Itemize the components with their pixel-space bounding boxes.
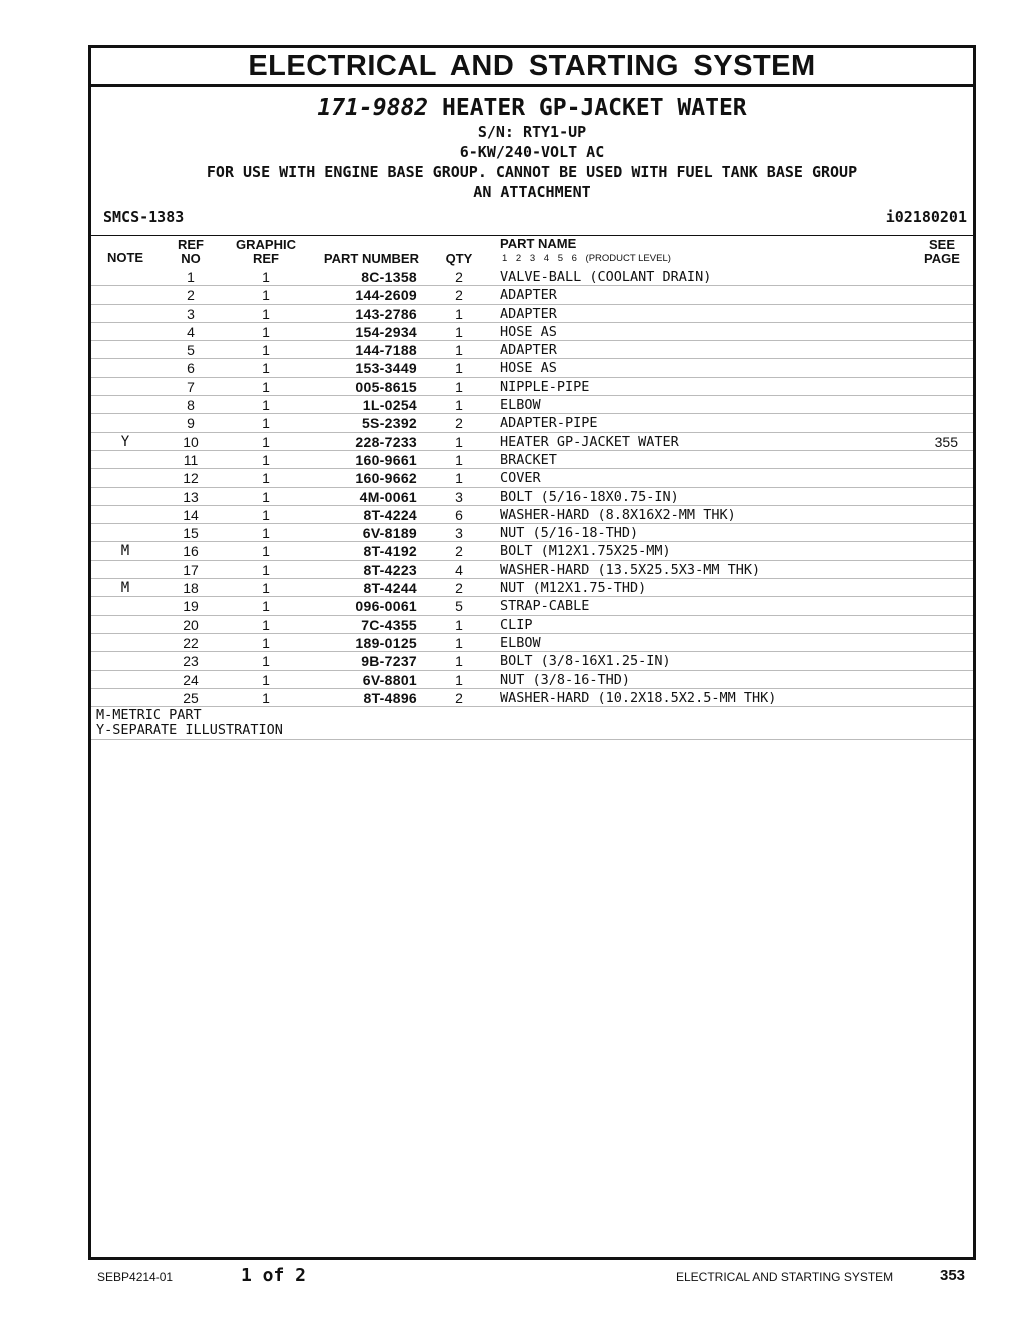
part-number-cell: 4M-0061 <box>359 488 417 505</box>
part-number-cell: 096-0061 <box>355 598 417 615</box>
part-name-cell: ADAPTER <box>500 305 557 322</box>
col-part-name-label: PART NAME <box>500 236 577 251</box>
note-cell: M <box>120 580 130 597</box>
table-row <box>91 506 973 524</box>
col-ref-label-bottom: NO <box>181 251 201 266</box>
part-number-cell: 5S-2392 <box>361 415 417 432</box>
part-name-cell: CLIP <box>500 616 533 633</box>
table-row <box>91 542 973 560</box>
group-name: HEATER GP-JACKET WATER <box>442 95 747 121</box>
part-name-cell: WASHER-HARD (13.5X25.5X3-MM THK) <box>500 561 761 578</box>
note-metric: M-METRIC PART <box>96 707 202 723</box>
graphic-ref-cell: 1 <box>262 415 270 432</box>
table-row <box>91 359 973 377</box>
part-number-cell: 144-7188 <box>355 342 417 359</box>
ref-no-cell: 19 <box>183 598 199 615</box>
table-row <box>91 414 973 432</box>
col-note-label: NOTE <box>106 250 144 265</box>
page-of: 1 of 2 <box>241 1265 307 1286</box>
table-row <box>91 561 973 579</box>
ref-no-cell: 11 <box>183 451 199 468</box>
qty-cell: 1 <box>455 616 463 633</box>
graphic-ref-cell: 1 <box>262 378 270 395</box>
parts-table <box>91 268 973 707</box>
product-level-numbers: 1 2 3 4 5 6 <box>502 253 577 264</box>
part-number-cell: 005-8615 <box>355 378 417 395</box>
table-row <box>91 451 973 469</box>
col-graphic-header <box>231 238 301 266</box>
col-part-number-header <box>319 252 419 266</box>
part-name-cell: NUT (5/16-18-THD) <box>500 525 639 542</box>
part-number-cell: 8C-1358 <box>361 269 417 285</box>
qty-cell: 1 <box>455 634 463 651</box>
qty-cell: 3 <box>455 488 463 505</box>
col-see-page-header <box>917 238 967 266</box>
qty-cell: 2 <box>455 580 463 597</box>
product-level-label: (PRODUCT LEVEL) <box>585 253 671 264</box>
graphic-ref-cell: 1 <box>262 634 270 651</box>
qty-cell: 4 <box>455 561 463 578</box>
ref-no-cell: 15 <box>183 525 199 542</box>
graphic-ref-cell: 1 <box>262 470 270 487</box>
graphic-ref-cell: 1 <box>262 433 270 450</box>
part-name-cell: ELBOW <box>500 634 541 651</box>
graphic-ref-cell: 1 <box>262 689 270 706</box>
part-number-cell: 8T-4244 <box>363 580 417 597</box>
qty-cell: 1 <box>455 653 463 670</box>
part-name-cell: BOLT (M12X1.75X25-MM) <box>500 543 671 560</box>
part-number-cell: 6V-8189 <box>362 525 417 542</box>
table-row <box>91 433 973 451</box>
qty-cell: 3 <box>455 525 463 542</box>
col-qty-label: QTY <box>445 251 473 266</box>
group-header <box>91 87 973 202</box>
graphic-ref-cell: 1 <box>262 506 270 523</box>
part-number-cell: 153-3449 <box>355 360 417 377</box>
part-number-cell: 8T-4223 <box>363 561 417 578</box>
ref-no-cell: 4 <box>187 323 195 340</box>
qty-cell: 1 <box>455 433 463 450</box>
table-row <box>91 597 973 615</box>
graphic-ref-cell: 1 <box>262 269 270 285</box>
ref-no-cell: 5 <box>187 342 195 359</box>
ref-no-cell: 24 <box>183 671 199 688</box>
col-qty-header <box>441 252 477 266</box>
ref-no-cell: 17 <box>183 561 199 578</box>
note-cell: M <box>120 543 130 560</box>
graphic-ref-cell: 1 <box>262 653 270 670</box>
group-title <box>91 94 973 122</box>
table-row <box>91 396 973 414</box>
col-note-header <box>105 251 145 265</box>
qty-cell: 1 <box>455 470 463 487</box>
part-number-cell: 9B-7237 <box>361 653 417 670</box>
see-page-cell[interactable]: 355 <box>934 433 958 450</box>
qty-cell: 1 <box>455 451 463 468</box>
ref-no-cell: 22 <box>183 634 199 651</box>
section-title: ELECTRICAL AND STARTING SYSTEM <box>91 48 973 87</box>
graphic-ref-cell: 1 <box>262 671 270 688</box>
serial-number: S/N: RTY1-UP <box>477 123 587 141</box>
part-name-cell: STRAP-CABLE <box>500 598 590 615</box>
usage-note: FOR USE WITH ENGINE BASE GROUP. CANNOT BE USED WITH FUEL TANK BASE GROUP <box>206 163 858 181</box>
page-frame <box>88 45 976 1260</box>
qty-cell: 2 <box>455 689 463 706</box>
col-part-number-label: PART NUMBER <box>323 251 419 266</box>
col-ref-header <box>171 238 211 266</box>
table-row <box>91 524 973 542</box>
note-separate-illustration: Y-SEPARATE ILLUSTRATION <box>96 722 283 738</box>
table-row <box>91 689 973 707</box>
col-part-name-header <box>500 237 576 251</box>
col-see-label-top: SEE <box>928 237 955 252</box>
part-name-cell: VALVE-BALL (COOLANT DRAIN) <box>500 269 712 285</box>
part-number-cell: 144-2609 <box>355 287 417 304</box>
qty-cell: 1 <box>455 378 463 395</box>
notes-legend <box>96 708 283 738</box>
part-number-cell: 228-7233 <box>355 433 417 450</box>
table-row <box>91 305 973 323</box>
graphic-ref-cell: 1 <box>262 488 270 505</box>
notes-divider <box>91 739 973 740</box>
part-name-cell: HOSE AS <box>500 323 557 340</box>
ref-no-cell: 12 <box>183 470 199 487</box>
part-number-cell: 1L-0254 <box>362 397 417 414</box>
col-graphic-label-top: GRAPHIC <box>236 237 296 252</box>
table-row <box>91 652 973 670</box>
ref-no-cell: 7 <box>187 378 195 395</box>
table-row <box>91 378 973 396</box>
table-row <box>91 671 973 689</box>
part-name-cell: ELBOW <box>500 397 541 414</box>
group-number: 171-9882 <box>317 95 429 121</box>
part-name-cell: NUT (3/8-16-THD) <box>500 671 631 688</box>
ref-no-cell: 20 <box>183 616 199 633</box>
ref-no-cell: 18 <box>183 580 199 597</box>
part-name-cell: ADAPTER <box>500 342 557 359</box>
ref-no-cell: 16 <box>183 543 199 560</box>
qty-cell: 2 <box>455 415 463 432</box>
part-name-cell: HOSE AS <box>500 360 557 377</box>
footer-section: ELECTRICAL AND STARTING SYSTEM <box>676 1270 894 1284</box>
graphic-ref-cell: 1 <box>262 561 270 578</box>
page-number: 353 <box>940 1267 966 1284</box>
qty-cell: 2 <box>455 543 463 560</box>
part-name-cell: HEATER GP-JACKET WATER <box>500 433 679 450</box>
graphic-ref-cell: 1 <box>262 598 270 615</box>
graphic-ref-cell: 1 <box>262 616 270 633</box>
part-number-cell: 189-0125 <box>355 634 417 651</box>
graphic-ref-cell: 1 <box>262 543 270 560</box>
qty-cell: 6 <box>455 506 463 523</box>
rating: 6-KW/240-VOLT AC <box>459 143 605 161</box>
table-row <box>91 341 973 359</box>
product-level-scale <box>502 253 671 264</box>
qty-cell: 2 <box>455 269 463 285</box>
part-name-cell: NUT (M12X1.75-THD) <box>500 580 647 597</box>
qty-cell: 1 <box>455 671 463 688</box>
graphic-ref-cell: 1 <box>262 342 270 359</box>
part-name-cell: NIPPLE-PIPE <box>500 378 590 395</box>
qty-cell: 1 <box>455 360 463 377</box>
part-name-cell: BOLT (3/8-16X1.25-IN) <box>500 653 671 670</box>
ref-no-cell: 13 <box>183 488 199 505</box>
table-row <box>91 323 973 341</box>
part-number-cell: 143-2786 <box>355 305 417 322</box>
part-name-cell: ADAPTER-PIPE <box>500 415 598 432</box>
col-ref-label-top: REF <box>178 237 204 252</box>
part-number-cell: 7C-4355 <box>361 616 417 633</box>
graphic-ref-cell: 1 <box>262 451 270 468</box>
qty-cell: 1 <box>455 305 463 322</box>
smcs-code: SMCS-1383 <box>103 208 185 226</box>
table-row <box>91 268 973 286</box>
table-row <box>91 469 973 487</box>
attachment-note: AN ATTACHMENT <box>473 183 591 201</box>
part-name-cell: ADAPTER <box>500 287 557 304</box>
part-name-cell: WASHER-HARD (8.8X16X2-MM THK) <box>500 506 736 523</box>
note-cell: Y <box>120 433 130 450</box>
col-see-label-bottom: PAGE <box>924 251 960 266</box>
part-number-cell: 154-2934 <box>355 323 417 340</box>
ref-no-cell: 3 <box>187 305 195 322</box>
qty-cell: 5 <box>455 598 463 615</box>
ref-no-cell: 23 <box>183 653 199 670</box>
part-number-cell: 8T-4896 <box>363 689 417 706</box>
ref-no-cell: 1 <box>187 269 195 285</box>
ref-no-cell: 9 <box>187 415 195 432</box>
qty-cell: 2 <box>455 287 463 304</box>
illustration-id: i02180201 <box>885 208 967 226</box>
col-graphic-label-bottom: REF <box>253 251 279 266</box>
part-number-cell: 8T-4192 <box>363 543 417 560</box>
ref-no-cell: 6 <box>187 360 195 377</box>
table-row <box>91 286 973 304</box>
qty-cell: 1 <box>455 323 463 340</box>
part-number-cell: 6V-8801 <box>362 671 417 688</box>
graphic-ref-cell: 1 <box>262 580 270 597</box>
graphic-ref-cell: 1 <box>262 397 270 414</box>
qty-cell: 1 <box>455 397 463 414</box>
doc-id: SEBP4214-01 <box>97 1270 174 1284</box>
graphic-ref-cell: 1 <box>262 305 270 322</box>
graphic-ref-cell: 1 <box>262 323 270 340</box>
part-number-cell: 160-9661 <box>355 451 417 468</box>
table-row <box>91 488 973 506</box>
graphic-ref-cell: 1 <box>262 525 270 542</box>
graphic-ref-cell: 1 <box>262 360 270 377</box>
part-name-cell: BRACKET <box>500 451 557 468</box>
ref-no-cell: 10 <box>183 433 199 450</box>
ref-no-cell: 25 <box>183 689 199 706</box>
ref-no-cell: 8 <box>187 397 195 414</box>
part-name-cell: WASHER-HARD (10.2X18.5X2.5-MM THK) <box>500 689 777 706</box>
part-name-cell: COVER <box>500 470 541 487</box>
part-name-cell: BOLT (5/16-18X0.75-IN) <box>500 488 679 505</box>
table-row <box>91 579 973 597</box>
part-number-cell: 160-9662 <box>355 470 417 487</box>
qty-cell: 1 <box>455 342 463 359</box>
part-number-cell: 8T-4224 <box>363 506 417 523</box>
ref-no-cell: 2 <box>187 287 195 304</box>
table-row <box>91 616 973 634</box>
ref-no-cell: 14 <box>183 506 199 523</box>
graphic-ref-cell: 1 <box>262 287 270 304</box>
table-row <box>91 634 973 652</box>
